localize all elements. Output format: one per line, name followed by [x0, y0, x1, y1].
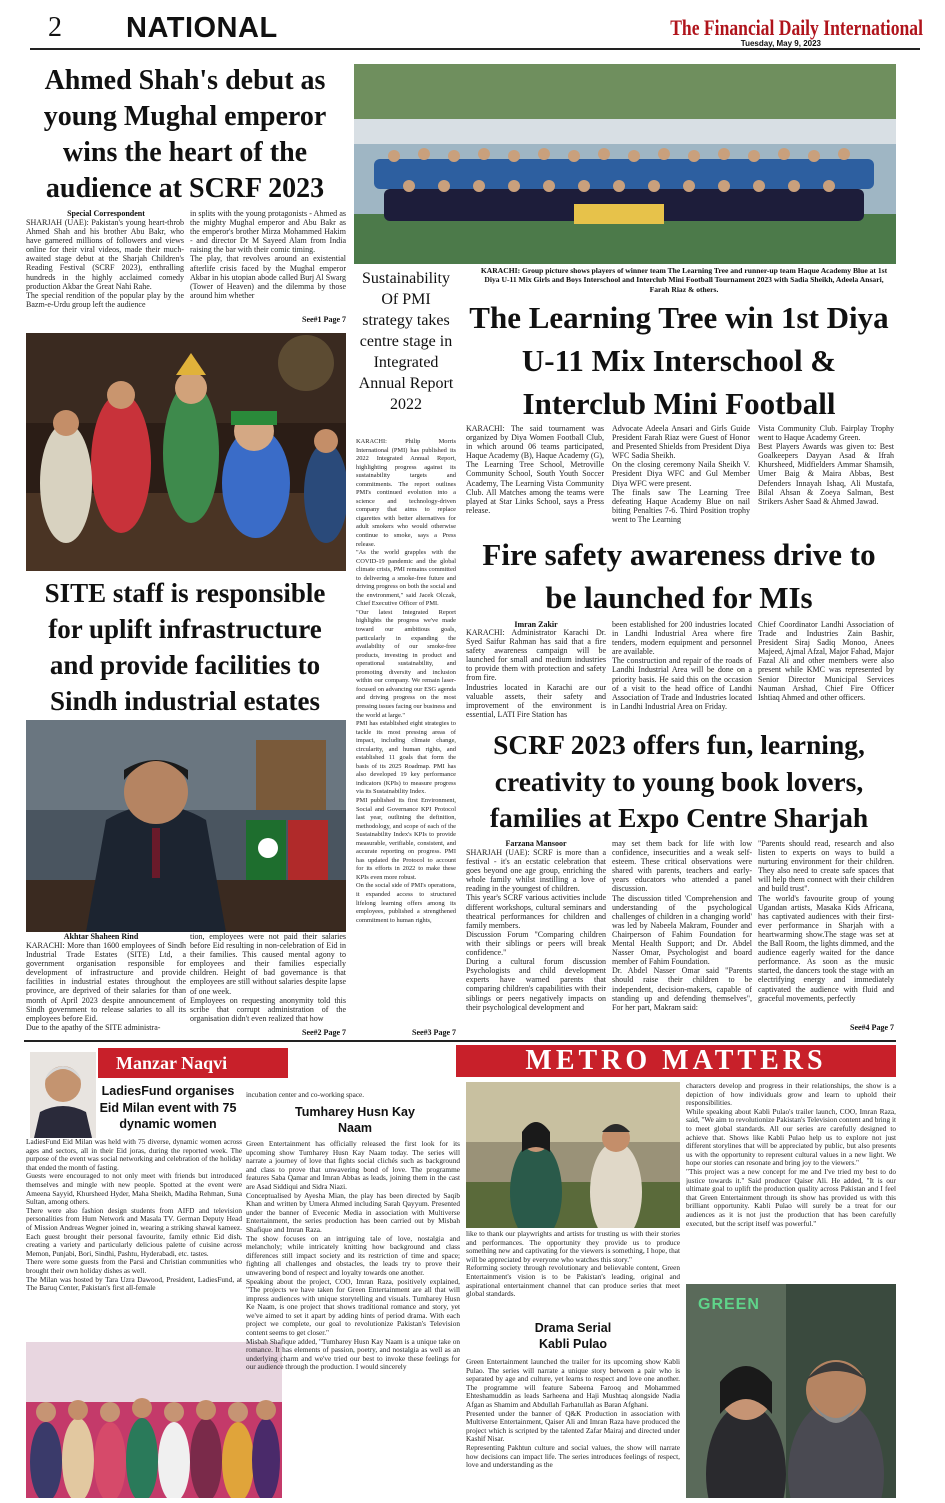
football-photo-caption: KARACHI: Group picture shows players of winner team The Learning Tree and runner-up team Haque Academy Blue at 1st Diya U-11 Mix Girls and Boys Interschool and Interclub Mini Football Tournament 2023 with Sadia Sheikh, Adeela Ansari, Farah Riaz & others.	[480, 266, 888, 294]
ladiesfund-cont: incubation center and co-working space.	[246, 1090, 365, 1099]
ladiesfund-headline: LadiesFund organises Eid Milan event with 75 dynamic women	[99, 1084, 237, 1131]
site-col1: KARACHI: More than 1600 employees of Sindh Industrial Trade Estates (SITE) Ltd, a government organisation responsible for development of infrastructure and provide facilities in industrial estates throughout the province, are deprived of their salaries for than month of April 2023 despite announcement of Sindh government to release salaries to all its employees before Eid. Due to the apathy of the SITE administra-	[26, 941, 186, 1032]
fire-headline: Fire safety awareness drive to be launched for MIs	[482, 537, 876, 615]
mid-body: like to thank our playwrights and artists for trusting us with their stories and performances. The opportunity they provide us to produce something new and captivating for the viewers is something, I hope, that will be appreciated by everyone who watches this story." Reforming society through revolutionary and believable content, Green Entertainment's vision is to be Pakistan's leading, original and aspirational entertainment channel that can produce series that meet global standards.	[466, 1230, 680, 1299]
scrf-see-more: See#4 Page 7	[850, 1023, 894, 1032]
ahmed-headline: Ahmed Shah's debut as young Mughal emperor wins the heart of the audience at SCRF 2023	[43, 65, 327, 204]
masthead-rule	[30, 48, 920, 50]
fire-col2: been established for 200 industries located in Landhi Industrial Area where fire tenders, modern equipment and personnel are available. The construction and repair of the roads of Landhi Industrial Area will be done on a priority basis. He said this on the occasion of a visit to the head office of Landhi Association of Trade and Industries located in Landhi Industrial Area on Friday.	[612, 620, 752, 711]
tumharey-body: Green Entertainment has officially released the first look for its upcoming show Tumharey Husn Kay Naam today. The series will narrate a journey of love that fights social clichés such as background and class to prove that unwavering bond of love. The programme features Saba Qamar and Imran Abbas as leads, joining them in the cast are Asad Siddiqui and Sidra Niazi. Conceptualised by Ayesha Mian, the play has been directed by Saqib Khan and written by Umera Ahmed including Sarah Qayyum. Presented under the banner of Evecenic Media in association with Multiverse Entertainment, the series production has been carried out by Misbah Shafique and Imran Raza. The show focuses on an intriguing tale of love, nostalgia and melancholy; while intricately knitting how background and class differences still impact society and its restriction of time and space; fighting all challenges and obstacles, the leads try to prove their unwavering bond of respect and loyalty towards one another. Speaking about the project, COO, Imran Raza, positively explained, "The projects we have taken for Green Entertainment are all that will impress audiences with unique storytelling and visuals. Tumharey Husn Ke Naam, is one project that shows traditional romance and story, yet we've aimed to set it apart by adding hints of period drama. With each project we complete, our goal to revolutionize Pakistan's Television content seems to get closer." Misbah Shafique added, "Tumharey Husn Kay Naam is a unique take on romance. It has elements of passion, poetry, and nostalgia as well as an underlying charm and we've tried our best to invoke these feelings for our audience through the production. I would sincerely	[246, 1140, 460, 1372]
learning-col3: Vista Community Club. Fairplay Trophy went to Haque Academy Green. Best Players Awards was given to: Best Goalkeepers Dayyan Asad & Ifrah Khursheed, Midfielders Ammar Shamsih, Umer Baig & Maira Abbas, Best Defenders Innayah Ishaq, Ali Mustafa, Bilal Ahsan & Zoeya Salman, Best Strikers Asher Saad & Ahmed Jawad.	[758, 424, 894, 506]
ladiesfund-photo	[26, 1342, 282, 1498]
masthead	[30, 8, 925, 48]
section-divider	[24, 1040, 896, 1042]
site-see-more: See#2 Page 7	[302, 1028, 346, 1037]
site-col2: tion, employees were not paid their salaries before Eid resulting in non-celebration of Eid in their families. This caused mental agony to employees and their families especially children. Height of bad governance is that employees are still without salaries despite lapse of one week. Employees on requesting anonymity told this scribe that corrupt administration of the organisation didn't even realized that how	[190, 932, 346, 1023]
ladiesfund-body: LadiesFund Eid Milan was held with 75 diverse, dynamic women across ages and sectors, all in their Eid joras, during the reported week. The purpose of the event was social networking and celebration of the holiday that ended the month of fasting. Guests were encouraged to not only meet with friends but introduced themselves and mingle with new people. Spotted at the event were Ameena Sayyid, Khursheed Hyder, Maha Sheikh, Madiha Rehman, Suna Sultan, among others. There were also fashion design students from AIFD and television personalities from Hum Network and Masala TV. German Deputy Head of Mission Andreas Wegner joined in, wearing a striking shawal kameez. Each guest brought their personal favourite, family ethnic Eid dish, creating a variety and particularly delicious palette of cuisine across Memon, Punjabi, Bori, Sindhi, Pashtu, Hyderabadi, etc. tastes. There were some guests from the Parsi and Christian communities who brought their own holiday dishes as well. The Milan was hosted by Tara Uzra Dawood, President, LadiesFund, at The Baruq Center, Pakistan's first all-female	[26, 1138, 242, 1293]
ahmed-col2: in splits with the young protagonists - Ahmed as the mighty Mughal emperor and Abu Bakr as the emperor's brother Mirza Mohammed Hakim - and director Dr M Sayeed Alam from India raising the bar with their comic timing. The play, that revolves around an existential afterlife crisis faced by the Mughal emperor Akbar in his utopian abode called Burj Al Swarg (Tower of Heaven) and the dilemma by those around him whether	[190, 209, 346, 300]
fire-col3: Chief Coordinator Landhi Association of Trade and Industries Zain Bashir, President Siraj Sadiq Monoo, Anees Majeed, Ajmal Afzal, Major Fahad, Major Fazal Ali and other members were also present while KMC was represented by Senior Director Municipal Services Nauman Arshad, Chief Fire Officer Ishtiaq Ahmed and other officers.	[758, 620, 894, 702]
tumharey-headline: Tumharey Husn Kay Naam	[295, 1105, 415, 1135]
fire-col1: KARACHI: Administrator Karachi Dr. Syed Saifur Rahman has said that a fire safety awareness campaign will be launched for small and medium industries to provide them with protection and safety from fire. Industries located in Karachi are our valuable assets, their safety and improvement of the environment is essential, LATI Fire Station has	[466, 628, 606, 719]
drama-still-photo	[466, 1082, 680, 1228]
football-team-photo	[354, 64, 896, 264]
ahmed-see-more: See#1 Page 7	[302, 315, 346, 324]
scrf-headline: SCRF 2023 offers fun, learning, creativity to young book lovers, families at Expo Centre Sharjah	[489, 729, 869, 833]
scrf-col2: may set them back for life with low confidence, insecurities and a weak self-esteem. These critical observations were shared with parents, teachers and early-years educators who attended a panel discussion. The discussion titled 'Comprehension and understanding of the psychological challenges of children in a changing world' was led by Nabeela Makram, Founder and Chairperson of Fahim Foundation for Mental Health Support; and Dr. Abdel Nasser Omar, Psychologist and board member of Fahim Foundation. Dr. Abdel Nasser Omar said "Parents should raise their children to be independent, decision-makers, capable of standing up and defending themselves", For her part, Makram said:	[612, 839, 752, 1012]
right-body: characters develop and progress in their relationships, the show is a depiction of how individuals grow and learn to uphold their responsibilities. While speaking about Kabli Pulao's trailer launch, COO, Imran Raza, said, "We aim to revolutionize Pakistan's Television content and bring it to meet global standards. All our series are carefully designed to achieve that. Shows like Kabli Pulao help us to explore not just different storylines that will be appreciated by public, but also presents us with the opportunity to represent cultural values in a new light. We hope our stories can resonate and bring joy to the viewers." "This project was a new concept for me and I've tried my best to do justice towards it." Said producer Qaiser Ali. He added, "It is our ultimate goal to uplift the production quality across Pakistan and I feel that Green Entertainment through its show has provided us with this brilliant opportunity. Kabli Pulao will surely be a treat for our audiences as it is not just the production that has been carefully executed, but the script itself was powerful."	[686, 1082, 896, 1228]
green-logo: GREEN	[698, 1296, 760, 1313]
learning-col1: KARACHI: The said tournament was organized by Diya Women Football Club, in which around 06 teams participated, Haque Academy (B), Haque Academy (G), The Learning Tree School, Metroville Community School, South Youth Soccer Academy, The Learning Vista Community Club. All Matches among the teams were played at Star Links School, says a Press release.	[466, 424, 604, 515]
paper-name: The Financial Daily International	[670, 15, 923, 40]
pmi-see-more: See#3 Page 7	[412, 1028, 456, 1037]
author-name: Manzar Naqvi	[116, 1053, 228, 1073]
author-banner	[98, 1048, 288, 1078]
scrf-col1: SHARJAH (UAE): SCRF is more than a festival - it's an ecstatic celebration that goes beyond one age group, enriching the whole family whilst instilling a love of reading in the youngest of children. This year's SCRF various activities include different workshops, cultural seminars and theatrical performances for children and family members. Discussion Forum "Comparing children with their siblings or peers will break confidence." During a cultural forum discussion Psychologists and child development experts have warned parents that comparing children's capabilities with their siblings or peers negatively impacts on their psychological development and	[466, 848, 606, 1012]
kabli-pulao-headline: Drama Serial Kabli Pulao	[534, 1321, 612, 1351]
fire-byline: Imran Zakir	[514, 620, 558, 629]
play-photo	[26, 333, 346, 571]
page-number: 2	[48, 12, 62, 43]
author-photo	[30, 1052, 96, 1138]
metro-banner-title: METRO MATTERS	[525, 1045, 827, 1076]
scrf-byline: Farzana Mansoor	[505, 839, 567, 848]
scrf-col3: "Parents should read, research and also listen to experts on ways to build a nurturing environment for their children. They also need to create safe spaces that will help them connect with their children and build trust". The world's favourite group of young Ugandan artists, Masaka Kids Africana, has captivated audiences with their first-ever performance in Sharjah with a heartwarming show.The stage was set at the Ball Room, the lights dimmed, and the audience eagerly waited for the dance performance. As soon as the music started, the dancers took the stage with an electrifying energy and immediately captivated the audience with fluid and graceful movements, perfectly	[758, 839, 894, 1003]
site-photo-caption: Akhtar Shaheen Rind	[63, 932, 139, 941]
learning-tree-headline: The Learning Tree win 1st Diya U-11 Mix Interschool & Interclub Mini Football	[469, 300, 889, 421]
issue-date: Tuesday, May 9, 2023	[740, 39, 821, 48]
ahmed-byline: Special Correspondent	[67, 209, 145, 218]
metro-banner	[456, 1045, 896, 1077]
site-headline: SITE staff is responsible for uplift infrastructure and provide facilities to Sindh industrial estates	[44, 578, 326, 716]
ahmed-col1: SHARJAH (UAE): Pakistan's young heart-throb Ahmed Shah and his brother Abu Bakr, who have garnered millions of followers and views online for their viral videos, made their much-awaited stage debut at the Sharjah Children's Reading Festival (SCRF 2023), enthralling hundreds in the highly acclaimed comedy production Akbar the Great Nahi Rahe. The special rendition of the popular play by the Bazm-e-Urdu group left the audience	[26, 218, 184, 309]
pmi-headline: Sustainability Of PMI strategy takes centre stage in Integrated Annual Report 2022	[358, 270, 454, 413]
section-title: NATIONAL	[126, 12, 278, 44]
site-official-photo	[26, 720, 346, 932]
pmi-body: KARACHI: Philip Morris International (PMI) has published its 2022 Integrated Annual Report, highlighting progress against its sustainability targets and commitments. The report outlines PMI's continued evolution into a science and technology-driven company that aims to replace cigarettes with better alternatives for adult smokers who would otherwise continue to smoke, says a Press release. "As the world grapples with the COVID-19 pandemic and the global climate crisis, PMI remains committed to delivering a smoke-free future and driving progress on both the social and the environment," said Jacek Olczak, Chief Executive Officer of PMI. "Our latest Integrated Report highlights the progress we've made toward our ambitious goals, particularly in expanding the availability of our smoke-free products, investing in product and operational sustainability, and promoting diversity and inclusion within our company. We remain laser-focused on advancing our ESG agenda and driving progress on the most pressing issues facing our business and the world at large." PMI has established eight strategies to tackle its most pressing areas of impact, including climate change, circularity, and human rights, and established 11 goals that form the basis of its 2025 Roadmap. PMI has also developed 19 key performance indicators (KPIs) to measure progress via its Sustainability Index. PMI published its first Environment, Social and Governance KPI Protocol last year, outlining the definition, methodology, and scope of each of the Sustainability Index's KPIs to provide measurable, verifiable, consistent, and accurate reporting on progress. PMI has updated the Protocol to account for its efforts in 2022 to make these KPIs even more robust. On the social side of PMI's operations, it expanded access to structured lifelong learning offers among its employees, published a strengthened commitment to human rights,	[356, 438, 456, 924]
kabli-pulao-photo	[686, 1284, 896, 1498]
learning-col2: Advocate Adeela Ansari and Girls Guide President Farah Riaz were Guest of Honor and Presented Shields from President Diya WFC Sadia Sheikh. On the closing ceremony Naila Sheikh V. President Diya WFC and Gul Member Diya WFC were present. The finals saw The Learning Tree defeating Haque Academy Blue on nail biting Penalties 7-6. Third Position trophy went to The Learning	[612, 424, 750, 524]
kabli-pulao-body: Green Entertainment launched the trailer for its upcoming show Kabli Pulao. The series will narrate a unique story between a pair who is separated by age and culture, yet learns to respect and love one another. The programme will feature Sabeena Farooq and Mohammed Ehteshamuddin as leads Sarheena and Haji Mushtaq alongside Nadia Afgan as Shamim and Abdullah Farhatullah as Baran Afghani. Presented under the banner of Q&K Production in association with Multiverse Entertainment, Qaiser Ali and Imran Raza have produced the project which is scripted by the talented Zafar Mairaj and directed under Kashif Nisar. Representing Pakhtun culture and social values, the show will narrate how decisions can impact life. The series introduces feelings of respect, love and understanding as the	[466, 1358, 680, 1470]
